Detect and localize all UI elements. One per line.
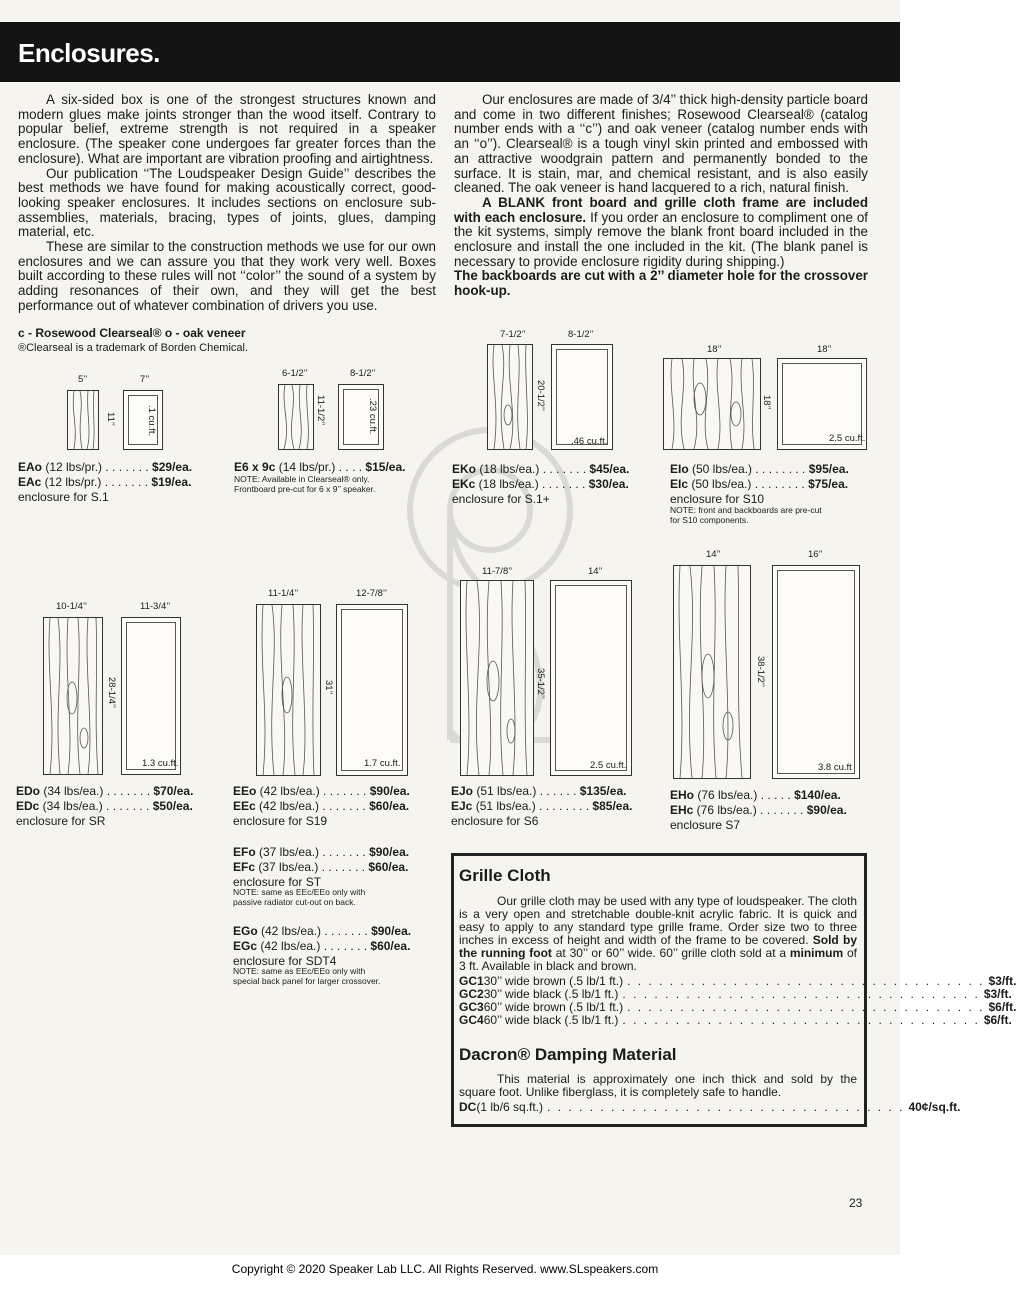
enclosure-note: NOTE: Available in Clearseal® only. Frontboard pre-cut for 6 x 9’’ speaker. [234,474,376,494]
enclosure-note: NOTE: same as EEc/EEo only with passive radiator cut-out on back. [233,887,366,907]
oak-front-drawing [256,604,321,776]
intro-right-column [454,93,868,299]
enclosure-description: enclosure for S19 [233,814,328,828]
blank-board-paragraph: A BLANK front board and grille cloth frame are included with each enclosure. If you order an enclosure to compliment one of the kit systems, simply remove the blank front board included in the enclosure and install the one included in the kit. (The blank panel is necessary to provide enclosure rigidity during shipping.) [454,194,868,269]
clearseal-frame-drawing [121,617,181,775]
volume-label: 2.5 cu.ft. [590,760,627,771]
volume-label: 1.7 cu.ft. [364,758,401,769]
clearseal-frame-drawing [550,580,632,776]
enclosure-description: enclosure for SR [16,814,106,828]
depth-dimension: 11-3/4’’ [140,601,171,612]
dacron-price-row: DC (1 lb/6 sq.ft.) . . . . . . . . . . . . . . . . . . . . . . . . . . . . . . . . . . 40¢/sq.ft. [459,1100,961,1114]
grille-price-row: GC4 60’’ wide black (.5 lb/1 ft.) . . . . . . . . . . . . . . . . . . . . . . . . . . . . . . . . . . $6/ft. [459,1013,1012,1027]
price-row: EKo (18 lbs/ea.) . . . . . . . $45/ea. [452,462,630,476]
price-row: EFo (37 lbs/ea.) . . . . . . . $90/ea. [233,845,410,859]
clearseal-frame-drawing [551,344,613,450]
oak-front-drawing [663,358,761,450]
price-row: EAo (12 lbs/pr.) . . . . . . . $29/ea. [18,460,193,474]
volume-label: .46 cu.ft. [571,436,608,447]
woodgrain-drawing [674,566,750,778]
height-dimension: 11-1/2’’ [315,395,326,426]
width-dimension: 11-7/8’’ [482,566,513,577]
clearseal-frame-drawing [123,390,163,450]
width-dimension: 6-1/2’’ [282,368,308,379]
width-dimension: 10-1/4’’ [56,601,87,612]
width-dimension: 5’’ [78,374,88,385]
price-row: EDc (34 lbs/ea.) . . . . . . . $50/ea. [16,799,193,813]
price-row: EJc (51 lbs/ea.) . . . . . . . . $85/ea. [451,799,633,813]
enclosure-note: NOTE: front and backboards are pre-cut for S10 components. [670,505,822,525]
page-number: 23 [849,1196,863,1210]
height-dimension: 18’’ [761,395,772,410]
enclosure-description: enclosure for S10 [670,492,765,506]
price-row: EGo (42 lbs/ea.) . . . . . . . $90/ea. [233,924,412,938]
volume-label: .23 cu.ft. [367,398,378,435]
height-dimension: 28-1/4’’ [106,677,117,708]
volume-label: 1.3 cu.ft. [142,758,179,769]
finish-legend-title: c - Rosewood Clearseal® o - oak veneer [18,326,246,340]
depth-dimension: 8-1/2’’ [350,368,376,379]
clearseal-frame-drawing [336,604,408,776]
width-dimension: 7-1/2’’ [500,329,526,340]
backboard-paragraph: The backboards are cut with a 2’’ diameter hole for the crossover hook-up. [454,268,868,299]
oak-front-drawing [673,565,751,779]
price-row: EIo (50 lbs/ea.) . . . . . . . . $95/ea. [670,462,849,476]
clearseal-frame-drawing [772,565,860,779]
dacron-description: This material is approximately one inch thick and sold by the square foot. Unlike fiberglass, it is completely safe to handle. [459,1072,857,1099]
woodgrain-drawing [68,391,98,449]
price-row: EGc (42 lbs/ea.) . . . . . . . $60/ea. [233,939,411,953]
price-row: EEc (42 lbs/ea.) . . . . . . . $60/ea. [233,799,410,813]
intro-paragraph: A six-sided box is one of the strongest structures known and modern glues make joints stronger than the wood itself. Contrary to popular belief, extreme strength is not required in a speaker enclosure. (The speaker cone undergoes far greater forces than the enclosure). What are important are vibration proofing and airtightness. [18,92,436,166]
depth-dimension: 8-1/2’’ [568,329,594,340]
grille-cloth-description: Our grille cloth may be used with any type of loudspeaker. The cloth is a very open and stretchable double-knit acrylic fabric. It is quick and easy to apply to any standard type grille frame. Order size two to three inches in excess of height and width of the frame to be covered. Sold by the running foot at 30’’ or 60’’ wide. 60’’ grille cloth sold at a minimum of 3 ft. Available in black and brown. [459,894,857,973]
depth-dimension: 12-7/8’’ [356,588,387,599]
oak-front-drawing [278,384,314,450]
woodgrain-drawing [664,359,760,449]
accessories-box [451,853,1017,1127]
grille-cloth-heading: Grille Cloth [459,866,551,885]
enclosure-description: enclosure for S.1+ [452,492,550,506]
woodgrain-drawing [44,618,102,774]
woodgrain-drawing [461,581,533,775]
price-row: EJo (51 lbs/ea.) . . . . . . $135/ea. [451,784,627,798]
price-row: EKc (18 lbs/ea.) . . . . . . . $30/ea. [452,477,629,491]
dacron-heading: Dacron® Damping Material [459,1045,677,1064]
enclosure-description: enclosure for S.1 [18,490,109,504]
intro-left-column [18,93,436,314]
depth-dimension: 7’’ [140,374,150,385]
intro-paragraph: These are similar to the construction methods we use for our own enclosures and we can assure you that they work very well. Boxes built according to these rules will not ‘‘color’’ the sound of a system by adding resonances of their own, and they will get the best performance out of whatever combination of drivers you use. [18,239,436,313]
oak-front-drawing [487,344,533,450]
price-row: EEo (42 lbs/ea.) . . . . . . . $90/ea. [233,784,410,798]
height-dimension: 35-1/2’’ [535,668,546,699]
height-dimension: 20-1/2’’ [535,380,546,411]
page-title: Enclosures. [18,38,160,68]
price-row: EAc (12 lbs/pr.) . . . . . . . $19/ea. [18,475,192,489]
enclosure-description: enclosure for S6 [451,814,539,828]
woodgrain-drawing [257,605,320,775]
price-row: EDo (34 lbs/ea.) . . . . . . . $70/ea. [16,784,194,798]
grille-price-row: GC3 60’’ wide brown (.5 lb/1 ft.) . . . . . . . . . . . . . . . . . . . . . . . . . . . . . . . . . . $6/ft. [459,1000,1017,1014]
price-row: E6 x 9c (14 lbs/pr.) . . . . $15/ea. [234,460,406,474]
woodgrain-drawing [279,385,313,449]
oak-front-drawing [43,617,103,775]
height-dimension: 31’’ [323,680,334,695]
oak-front-drawing [460,580,534,776]
enclosure-description: enclosure for SDT4 [233,954,337,968]
depth-dimension: 16’’ [808,549,823,560]
height-dimension: 38-1/2’’ [755,656,766,687]
width-dimension: 11-1/4’’ [268,588,299,599]
grille-price-row: GC2 30’’ wide black (.5 lb/1 ft.) . . . . . . . . . . . . . . . . . . . . . . . . . . . . . . . . . . $3/ft. [459,987,1012,1001]
width-dimension: 18’’ [707,344,722,355]
price-row: EFc (37 lbs/ea.) . . . . . . . $60/ea. [233,860,409,874]
price-row: EHc (76 lbs/ea.) . . . . . . . $90/ea. [670,803,847,817]
width-dimension: 14’’ [706,549,721,560]
volume-label: 2.5 cu.ft. [829,433,866,444]
grille-price-row: GC1 30’’ wide brown (.5 lb/1 ft.) . . . . . . . . . . . . . . . . . . . . . . . . . . . . . . . . . . $3/ft. [459,974,1017,988]
finishes-paragraph: Our enclosures are made of 3/4’’ thick high-density particle board and come in two different finishes; Rosewood Clearseal® (catalog number ends with a ‘‘c’’) and oak veneer (catalog number ends with an ‘‘o’’). Clearseal® is a tough vinyl skin printed and embossed with an attractive woodgrain pattern and permanently bonded to the surface. It is stain, mar, and chemical resistant, and is also easily cleaned. The oak veneer is hand lacquered to a rich, natural finish. [454,92,868,196]
volume-label: .1 cu.ft. [146,405,157,437]
volume-label: 3.8 cu.ft [818,762,852,773]
depth-dimension: 18’’ [817,344,832,355]
oak-front-drawing [67,390,99,450]
woodgrain-drawing [488,345,532,449]
intro-paragraph: Our publication ‘‘The Loudspeaker Design Guide’’ describes the best methods we have found for making acoustically correct, good-looking speaker enclosures. It includes sections on enclosure sub-assemblies, materials, bracing, types of joints, glues, damping material, etc. [18,165,436,240]
price-row: EIc (50 lbs/ea.) . . . . . . . . $75/ea. [670,477,849,491]
depth-dimension: 14’’ [588,566,603,577]
enclosure-note: NOTE: same as EEc/EEo only with special back panel for larger crossover. [233,966,381,986]
height-dimension: 11’’ [105,412,116,426]
enclosure-description: enclosure for ST [233,875,322,889]
price-row: EHo (76 lbs/ea.) . . . . . $140/ea. [670,788,841,802]
enclosure-description: enclosure S7 [670,818,741,832]
finish-legend-note: ®Clearseal is a trademark of Borden Chemical. [18,342,249,354]
copyright-footer: Copyright © 2020 Speaker Lab LLC. All Rights Reserved. www.SLspeakers.com [231,1262,659,1276]
page-header [0,22,900,82]
